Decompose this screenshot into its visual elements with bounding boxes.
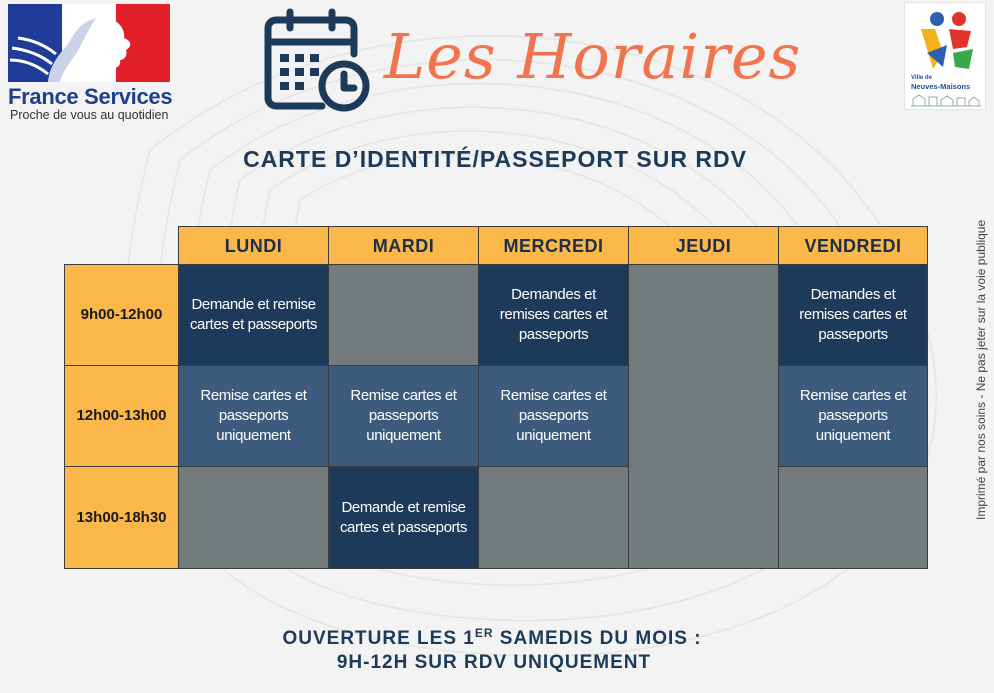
ville-label-name: Neuves-Maisons (911, 82, 971, 91)
cell-lundi-morning: Demande et remise cartes et passeports (178, 264, 329, 366)
saturday-opening-line (0, 626, 994, 650)
saturday-opening-text-start: OUVERTURE LES 1 (282, 628, 475, 649)
schedule-table (64, 226, 928, 569)
ville-logo (904, 2, 986, 110)
saturday-opening-ordinal: ER (474, 626, 494, 640)
cell-mardi-afternoon: Demande et remise cartes et passeports (328, 466, 479, 569)
time-slot-afternoon: 13h00-18h30 (64, 466, 179, 569)
ville-label-small: Ville de (911, 75, 932, 81)
cell-vendredi-morning: Demandes et remises cartes et passeports (778, 264, 928, 366)
cell-vendredi-afternoon-closed (778, 466, 928, 569)
saturday-hours-line: 9H-12H SUR RDV UNIQUEMENT (336, 652, 652, 673)
page-title: Les Horaires (384, 20, 802, 93)
side-note: Imprimé par nos soins - Ne pas jeter sur la voie publique (974, 219, 988, 520)
day-header-mercredi: MERCREDI (478, 226, 629, 265)
cell-mercredi-afternoon-closed (478, 466, 629, 569)
ville-emblem-icon (913, 9, 979, 73)
cell-vendredi-noon: Remise cartes et passeports uniquement (778, 365, 928, 467)
day-header-lundi: LUNDI (178, 226, 329, 265)
day-header-jeudi: JEUDI (628, 226, 779, 265)
cell-jeudi-closed (628, 264, 779, 569)
ville-buildings-icon (911, 91, 981, 107)
brand-tagline: Proche de vous au quotidien (10, 108, 169, 122)
france-services-logo (4, 4, 172, 120)
cell-mardi-noon: Remise cartes et passeports uniquement (328, 365, 479, 467)
time-slot-morning: 9h00-12h00 (64, 264, 179, 366)
day-header-mardi: MARDI (328, 226, 479, 265)
calendar-clock-icon (262, 6, 374, 118)
cell-mercredi-morning: Demandes et remises cartes et passeports (478, 264, 629, 366)
saturday-opening-text-end: SAMEDIS DU MOIS : (493, 628, 702, 649)
cell-lundi-afternoon-closed (178, 466, 329, 569)
cell-mardi-morning-closed (328, 264, 479, 366)
marianne-flag-icon (8, 4, 170, 82)
page-subtitle: CARTE D’IDENTITÉ/PASSEPORT SUR RDV (243, 146, 747, 172)
brand-name: France Services (8, 84, 173, 109)
time-slot-noon: 12h00-13h00 (64, 365, 179, 467)
cell-lundi-noon: Remise cartes et passeports uniquement (178, 365, 329, 467)
day-header-vendredi: VENDREDI (778, 226, 928, 265)
cell-mercredi-noon: Remise cartes et passeports uniquement (478, 365, 629, 467)
